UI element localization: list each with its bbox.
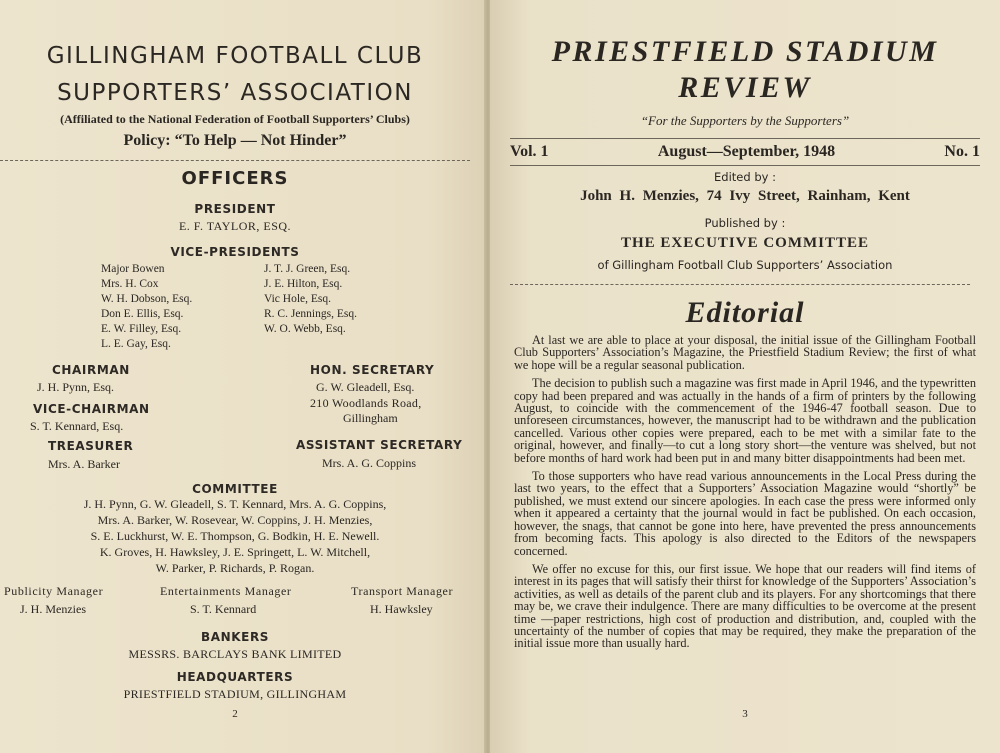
divider-top <box>510 138 980 139</box>
divider-mid <box>510 165 980 166</box>
page-number-right: 3 <box>742 708 748 720</box>
bankers-name: MESSRS. BARCLAYS BANK LIMITED <box>128 647 342 661</box>
publisher-org: of Gillingham Football Club Supporters’ Association <box>597 258 893 272</box>
committee-line: Mrs. A. Barker, W. Rosevear, W. Coppins, J. H. Menzies, <box>97 513 373 527</box>
vp-name: L. E. Gay, Esq. <box>101 338 171 350</box>
vice-presidents-col1 <box>101 262 261 352</box>
hon-secretary-town: Gillingham <box>343 411 398 425</box>
editorial-body <box>514 334 976 656</box>
vice-presidents-heading: VICE-PRESIDENTS <box>170 245 300 259</box>
assistant-secretary-name: Mrs. A. G. Coppins <box>322 456 417 470</box>
right-page <box>490 0 1000 753</box>
committee-line: W. Parker, P. Richards, P. Rogan. <box>155 561 315 575</box>
publisher: THE EXECUTIVE COMMITTEE <box>620 235 870 251</box>
policy: Policy: “To Help — Not Hinder” <box>123 132 347 149</box>
treasurer-heading: TREASURER <box>48 439 134 453</box>
committee-line: K. Groves, H. Hawksley, J. E. Springett, L. W. Mitchell, <box>99 545 371 559</box>
bankers-heading: BANKERS <box>200 630 270 644</box>
magazine-title <box>490 34 1000 106</box>
officers-heading: OFFICERS <box>181 168 289 189</box>
assistant-secretary-heading: ASSISTANT SECRETARY <box>296 438 463 452</box>
entertainments-manager-name: S. T. Kennard <box>190 602 257 616</box>
vp-name: E. W. Filley, Esq. <box>101 323 182 335</box>
vp-name: Don E. Ellis, Esq. <box>101 308 184 320</box>
vp-name: W. O. Webb, Esq. <box>264 323 346 335</box>
vp-name: J. E. Hilton, Esq. <box>264 278 343 290</box>
editor: John H. Menzies, 74 Ivy Street, Rainham, Kent <box>580 188 910 204</box>
vice-chairman-name: S. T. Kennard, Esq. <box>30 419 124 433</box>
entertainments-manager-role: Entertainments Manager <box>160 584 292 598</box>
president-heading: PRESIDENT <box>194 202 276 216</box>
vp-name: Mrs. H. Cox <box>101 278 159 290</box>
headquarters-name: PRIESTFIELD STADIUM, GILLINGHAM <box>123 687 347 701</box>
hon-secretary-name: G. W. Gleadell, Esq. <box>316 380 415 394</box>
vp-name: Major Bowen <box>101 263 165 275</box>
vp-name: W. H. Dobson, Esq. <box>101 293 193 305</box>
hon-secretary-heading: HON. SECRETARY <box>310 363 435 377</box>
magazine-title-line2: REVIEW <box>678 71 812 104</box>
transport-manager-name: H. Hawksley <box>370 602 433 616</box>
vp-name: Vic Hole, Esq. <box>264 293 332 305</box>
club-title-line1: GILLINGHAM FOOTBALL CLUB <box>46 43 424 69</box>
magazine-title-line1: PRIESTFIELD STADIUM <box>551 35 939 68</box>
treasurer-name: Mrs. A. Barker <box>48 457 120 471</box>
vp-name: J. T. J. Green, Esq. <box>264 263 351 275</box>
hon-secretary-address: 210 Woodlands Road, <box>310 396 422 410</box>
vp-name: R. C. Jennings, Esq. <box>264 308 357 320</box>
left-page <box>0 0 486 753</box>
transport-manager-role: Transport Manager <box>351 584 454 598</box>
president-name: E. F. TAYLOR, ESQ. <box>178 219 292 233</box>
editorial-paragraph: To those supporters who have read various announcements in the Local Press during the last two years, to the effect that a Supporters’ Association Magazine would “shortly” be published, we must extend our sincere apologies. In each case the press were informed only when it appeared a certainty that the journal would in fact be published. On each occasion, however, the snags, that cannot be gone into here, have prevented the press announcements from becoming facts. This apology is also directed to the Editors of the newspapers concerned. <box>514 469 976 558</box>
club-title <box>0 38 470 112</box>
vice-chairman-heading: VICE-CHAIRMAN <box>33 402 150 416</box>
issue-info <box>510 143 980 161</box>
edited-by-label: Edited by : <box>714 170 776 184</box>
affiliation: (Affiliated to the National Federation of Football Supporters’ Clubs) <box>60 112 410 126</box>
vice-presidents-col2 <box>264 262 434 337</box>
editorial-heading: Editorial <box>685 296 805 329</box>
volume: Vol. 1 <box>510 143 549 160</box>
editorial-paragraph: The decision to publish such a magazine was first made in April 1946, and the typewritten copy had been prepared and was actually in the hands of a firm of printers by the following August, to coincide with the commencement of the 1946-47 football season. Due to unforeseen circumstances, however, the manuscript had to be withdrawn and the publication cancelled. Various other copies were prepared, each to be met with a similar fate to the original, however, and finally—to cut a long story short—the venture was shelved, but not before months of hard work had been put in and many bitter disappointments had been met. <box>514 376 976 465</box>
headquarters-heading: HEADQUARTERS <box>176 670 294 684</box>
chairman-heading: CHAIRMAN <box>52 363 130 377</box>
issue-number: No. 1 <box>944 143 980 160</box>
committee-heading: COMMITTEE <box>192 482 278 496</box>
publicity-manager-role: Publicity Manager <box>4 584 104 598</box>
editorial-paragraph: We offer no excuse for this, our first issue. We hope that our readers will find items of interest in its pages that will satisfy their thirst for knowledge of the Supporters’ Association’s activities, as well as details of the parent club and its players. For any shortcomings that there may be, we crave their indulgence. There are many difficulties to be overcome at the present time —paper restrictions, high cost of production and distribution, and, coupled with the uncertainty of the number of copies that may be required, they make the preparation of the initial issue more than usually hard. <box>514 561 976 651</box>
divider <box>0 160 470 161</box>
published-by-label: Published by : <box>704 216 786 230</box>
publicity-manager-name: J. H. Menzies <box>20 602 86 616</box>
editorial-paragraph: At last we are able to place at your disposal, the initial issue of the Gillingham Football Club Supporters’ Association’s Magazine, the Priestfield Stadium Review; the first of what we hope will be a regular seasonal publication. <box>514 333 976 372</box>
committee-list <box>20 496 450 576</box>
issue-date: August—September, 1948 <box>657 143 836 160</box>
committee-line: S. E. Luckhurst, W. E. Thompson, G. Bodkin, H. E. Newell. <box>90 529 380 543</box>
divider-bottom <box>510 284 970 285</box>
chairman-name: J. H. Pynn, Esq. <box>37 380 115 394</box>
committee-line: J. H. Pynn, G. W. Gleadell, S. T. Kennard, Mrs. A. G. Coppins, <box>83 497 387 511</box>
club-title-line2: SUPPORTERS’ ASSOCIATION <box>57 80 413 106</box>
page-number-left: 2 <box>232 708 238 720</box>
tagline: “For the Supporters by the Supporters” <box>640 113 850 128</box>
